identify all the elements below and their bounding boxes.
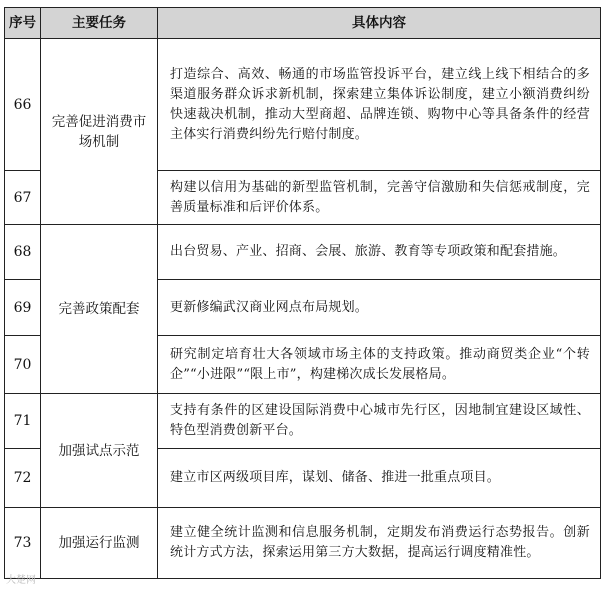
row-number: 70 — [5, 336, 41, 394]
header-num: 序号 — [5, 8, 41, 39]
table-row — [5, 225, 601, 280]
content-cell: 出台贸易、产业、招商、会展、旅游、教育等专项政策和配套措施。 — [158, 225, 601, 280]
row-number: 69 — [5, 280, 41, 336]
row-number: 66 — [5, 39, 41, 171]
table-row — [5, 39, 601, 171]
row-number: 72 — [5, 449, 41, 508]
row-number: 73 — [5, 508, 41, 579]
row-number: 67 — [5, 171, 41, 225]
content-cell: 支持有条件的区建设国际消费中心城市先行区，因地制宜建设区域性、特色型消费创新平台。 — [158, 394, 601, 449]
task-cell: 加强运行监测 — [41, 508, 158, 579]
header-content: 具体内容 — [158, 8, 601, 39]
header-task: 主要任务 — [41, 8, 158, 39]
content-cell: 建立健全统计监测和信息服务机制，定期发布消费运行态势报告。创新统计方式方法，探索运用第三方大数据，提高运行调度精准性。 — [158, 508, 601, 579]
content-cell: 构建以信用为基础的新型监管机制，完善守信激励和失信惩戒制度，完善质量标准和后评价体系。 — [158, 171, 601, 225]
content-cell: 打造综合、高效、畅通的市场监管投诉平台，建立线上线下相结合的多渠道服务群众诉求新机制，探索建立集体诉讼制度，建立小额消费纠纷快速裁决机制，推动大型商超、品牌连锁、购物中心等具备条件的经营主体实行消费纠纷先行赔付制度。 — [158, 39, 601, 171]
task-cell: 加强试点示范 — [41, 394, 158, 508]
table-row — [5, 508, 601, 579]
content-cell: 更新修编武汉商业网点布局规划。 — [158, 280, 601, 336]
content-cell: 建立市区两级项目库，谋划、储备、推进一批重点项目。 — [158, 449, 601, 508]
row-number: 68 — [5, 225, 41, 280]
policy-table — [4, 7, 601, 579]
row-number: 71 — [5, 394, 41, 449]
content-cell: 研究制定培育壮大各领域市场主体的支持政策。推动商贸类企业“个转企”“小进限”“限上市”，构建梯次成长发展格局。 — [158, 336, 601, 394]
watermark: 大楚网 — [6, 575, 36, 586]
task-cell: 完善促进消费市场机制 — [41, 39, 158, 225]
header-row — [5, 8, 601, 39]
table-row — [5, 394, 601, 449]
task-cell: 完善政策配套 — [41, 225, 158, 394]
